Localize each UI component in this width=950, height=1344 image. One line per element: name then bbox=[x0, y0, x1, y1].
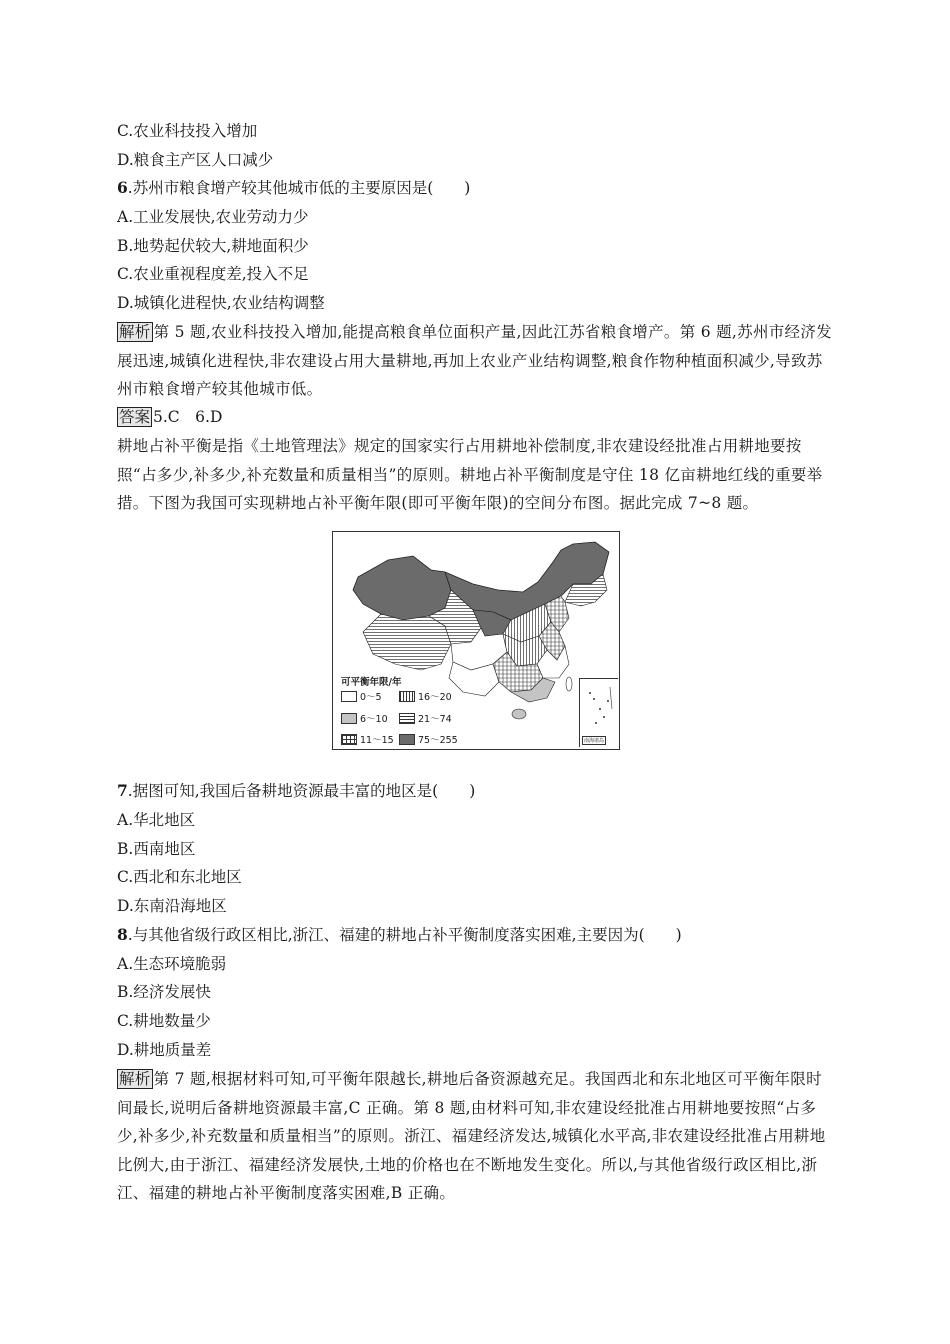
region-xinjiang bbox=[353, 556, 451, 620]
analysis-text-2: 第 7 题,根据材料可知,可平衡年限越长,耕地后备资源越充足。我国西北和东北地区可平衡年限时间最长,说明后备耕地资源最丰富,C 正确。第 8 题,由材料可知,非农建设经批准占用耕地要按照“占多少,补多少,补充数量和质量相当”的原则。浙江、福建经济发达,城镇化水平高,非农建设经批准占用耕地比例大,由于浙江、福建经济发展快,土地的价格也在不断地发生变化。所以,与其他省级行政区相比,浙江、福建的耕地占补平衡制度落实困难,B 正确。 bbox=[117, 1070, 826, 1202]
q6-stem bbox=[117, 178, 470, 198]
q7-option-d: D.东南沿海地区 bbox=[117, 897, 227, 915]
legend-item-6-10: 6～10 bbox=[341, 711, 388, 725]
q8-option-a: A.生态环境脆弱 bbox=[117, 955, 227, 973]
q8-option-b: B.经济发展快 bbox=[117, 983, 211, 1001]
q6-option-b: B.地势起伏较大,耕地面积少 bbox=[117, 237, 309, 255]
south-china-sea-inset bbox=[579, 678, 618, 747]
legend-item-16-20: 16～20 bbox=[399, 689, 452, 703]
q8-option-d: D.耕地质量差 bbox=[117, 1041, 212, 1059]
analysis-tag: 解析 bbox=[119, 323, 151, 341]
legend-item-0-5: 0～5 bbox=[341, 689, 382, 703]
q7-option-a: A.华北地区 bbox=[117, 811, 196, 829]
china-balance-years-map bbox=[332, 531, 620, 750]
analysis-text: 第 5 题,农业科技投入增加,能提高粮食单位面积产量,因此江苏省粮食增产。第 6 题,苏州市经济发展迅速,城镇化进程快,非农建设占用大量耕地,再加上农业产业结构调整,粮食作物种植面积减少,导致苏州市粮食增产较其他城市低。 bbox=[117, 323, 832, 398]
inset-label: 南海诸岛 bbox=[584, 738, 605, 744]
legend-title: 可平衡年限/年 bbox=[341, 677, 402, 688]
material-paragraph: 耕地占补平衡是指《土地管理法》规定的国家实行占用耕地补偿制度,非农建设经批准占用耕地要按照“占多少,补多少,补充数量和质量相当”的原则。耕地占补平衡制度是守住 18 亿亩耕地红线的重要举措。下图为我国可实现耕地占补平衡年限(即可平衡年限)的空间分布图。据此完成 7~8 题。 bbox=[117, 437, 823, 512]
legend-item-21-74: 21～74 bbox=[399, 711, 452, 725]
q5-option-c: C.农业科技投入增加 bbox=[117, 122, 258, 140]
legend-item-75-255: 75～255 bbox=[399, 732, 458, 746]
q8-stem-text: .与其他省级行政区相比,浙江、福建的耕地占补平衡制度落实困难,主要因为( ) bbox=[127, 926, 682, 944]
analysis-block-1 bbox=[117, 318, 835, 404]
analysis-tag-2: 解析 bbox=[119, 1070, 151, 1088]
q8-number: 8 bbox=[117, 925, 128, 944]
q7-stem bbox=[117, 781, 475, 801]
answer-text: 5.C 6.D bbox=[153, 408, 223, 426]
answer-block-1 bbox=[117, 407, 222, 427]
analysis-block-2 bbox=[117, 1065, 835, 1208]
q5-option-d: D.粮食主产区人口减少 bbox=[117, 151, 274, 169]
q8-option-c: C.耕地数量少 bbox=[117, 1012, 211, 1030]
q6-option-d: D.城镇化进程快,农业结构调整 bbox=[117, 294, 325, 312]
q7-number: 7 bbox=[117, 781, 128, 800]
answer-tag: 答案 bbox=[119, 408, 151, 426]
q6-option-a: A.工业发展快,农业劳动力少 bbox=[117, 208, 309, 226]
legend-item-11-15: 11～15 bbox=[341, 732, 394, 746]
q7-option-b: B.西南地区 bbox=[117, 840, 196, 858]
q6-stem-text: .苏州市粮食增产较其他城市低的主要原因是( ) bbox=[127, 179, 471, 197]
q7-option-c: C.西北和东北地区 bbox=[117, 868, 242, 886]
q6-option-c: C.农业重视程度差,投入不足 bbox=[117, 265, 309, 283]
q8-stem bbox=[117, 925, 682, 945]
region-tibet bbox=[363, 614, 451, 670]
q6-number: 6 bbox=[117, 178, 128, 197]
region-taiwan bbox=[566, 677, 572, 691]
q7-stem-text: .据图可知,我国后备耕地资源最丰富的地区是( ) bbox=[127, 782, 476, 800]
region-hainan bbox=[512, 709, 526, 719]
